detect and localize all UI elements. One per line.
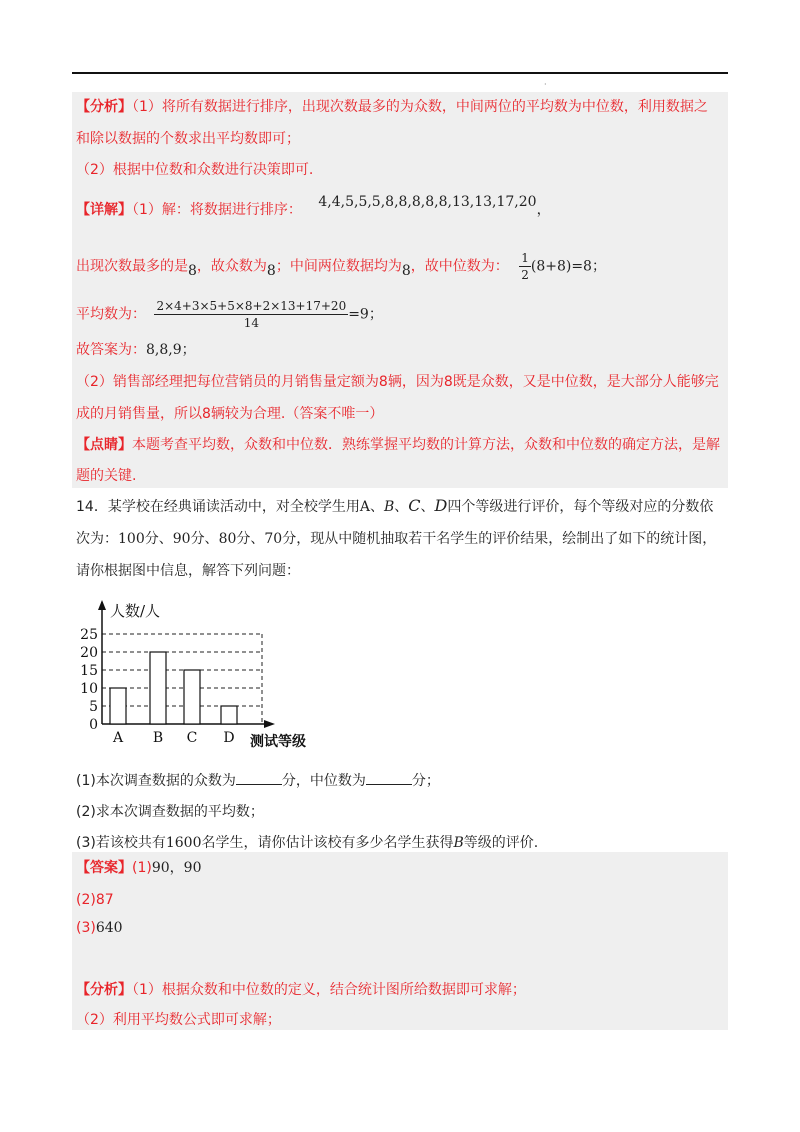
detail-part2-line-2: 成的月销售量，所以8辆较为合理.（答案不唯一） [76,406,384,422]
analysis-line-1: 【分析】（1）将所有数据进行排序，出现次数最多的为众数，中间两位的平均数为中位数，利用数据之 [76,99,708,115]
blank-mode [236,770,282,785]
analysis-bottom-line-2: （2）利用平均数公式即可求解； [76,1012,281,1028]
detail-answer-line: 故答案为：8,8,9； [76,342,196,358]
x-tick-label-C: C [186,730,198,746]
y-tick-label-15: 15 [80,663,98,679]
detail-line-1: 【详解】（1）解：将数据进行排序： 4,4,5,5,5,8,8,8,8,8,13,13,17,20， [76,194,551,218]
analysis-bottom-tag: 【分析】 [76,982,132,998]
y-axis-arrow [98,600,106,610]
question-14-line-3: 请你根据图中信息，解答下列问题： [76,563,300,579]
median-fraction: $\frac{1}{2}$ [521,251,529,282]
question-14-line-2: 次为：100分、90分、80分、70分，现从中随机抽取若干名学生的评价结果，绘制出了如下的统计图， [76,531,717,547]
analysis-bottom-line-1: 【分析】（1）根据众数和中位数的定义，结合统计图所给数据即可求解； [76,982,526,998]
sorted-data: 4,4,5,5,5,8,8,8,8,8,13,13,17,20 [318,194,537,210]
header-dot: · [544,80,547,89]
detail-line-mean: 平均数为： $\frac{2\times 4+3\times 5+5\times 8+2\times 13+17+20}{14}$ =9； [76,299,383,330]
solution-block-14 [72,852,728,1030]
answer-line-1: 【答案】(1)90，90 [76,860,202,876]
detail-tag: 【详解】 [76,202,132,218]
analysis-tag: 【分析】 [76,99,132,115]
bar-A [110,688,126,724]
bar-B [150,652,166,724]
sub-question-3: (3)若该校共有1600名学生，请你估计该校有多少名学生获得B等级的评价. [76,835,539,851]
solution-block-13 [72,92,728,488]
answer-values: 8,8,9 [146,342,182,358]
detail-line-mode: 出现次数最多的是8，故众数为8；中间两位数据均为8，故中位数为： $\frac{1}{2}$ (8+8)=8； [76,251,606,282]
detail-part2-line-1: （2）销售部经理把每位营销员的月销售量定额为8辆，因为8既是众数，又是中位数，是大部分人能够完 [76,374,719,390]
x-tick-label-A: A [112,730,124,746]
comment-line-2: 题的关键. [76,468,137,484]
blank-median [366,770,412,785]
comment-line-1: 【点睛】本题考查平均数，众数和中位数．熟练掌握平均数的计算方法，众数和中位数的确定方法，是解 [76,437,720,453]
analysis-line-2: 和除以数据的个数求出平均数即可； [76,131,300,147]
x-axis-label: 测试等级 [250,734,306,750]
bar-D [221,706,237,724]
x-tick-label-D: D [223,730,235,746]
bar-chart [72,594,332,754]
y-tick-label-0: 0 [89,717,98,733]
y-tick-label-10: 10 [80,681,98,697]
answer-tag: 【答案】 [76,860,132,876]
analysis-line-3: （2）根据中位数和众数进行决策即可. [76,162,314,178]
y-tick-label-5: 5 [89,699,98,715]
mean-fraction: $\frac{2\times 4+3\times 5+5\times 8+2\times 13+17+20}{14}$ [156,299,347,330]
bar-C [184,670,200,724]
y-tick-label-20: 20 [80,645,98,661]
answer-line-3: (3)640 [76,920,123,936]
y-tick-label-25: 25 [80,627,98,643]
answer-line-2: (2)87 [76,892,114,908]
x-tick-label-B: B [152,730,164,746]
y-axis-label: 人数/人 [110,602,161,620]
sub-question-2: (2)求本次调查数据的平均数； [76,804,264,820]
sub-question-1: (1)本次调查数据的众数为 分，中位数为 分； [76,770,440,792]
question-14-line-1: 14．某学校在经典诵读活动中，对全校学生用A、B、C、D四个等级进行评价，每个等级对应的分数依 [76,496,714,515]
comment-tag: 【点睛】 [76,437,132,453]
header-rule [72,72,728,74]
median-expression: (8+8)=8 [530,258,592,275]
x-axis-arrow [264,720,275,728]
